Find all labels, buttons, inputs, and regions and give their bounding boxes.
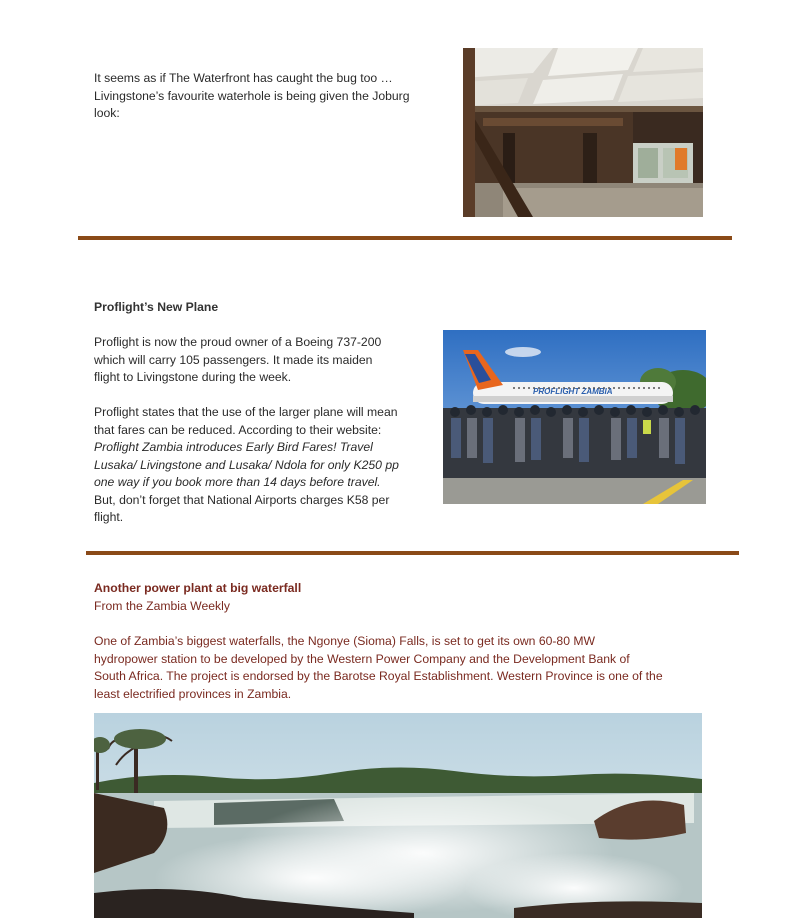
waterfront-text bbox=[94, 70, 444, 123]
proflight-p1-line-1: Proflight is now the proud owner of a Boeing 737-200 bbox=[94, 335, 382, 349]
proflight-plane-photo bbox=[443, 330, 706, 504]
plane-photo-drawing bbox=[443, 330, 706, 504]
proflight-p2-line-7: flight. bbox=[94, 510, 124, 524]
power-line-4: least electrified provinces in Zambia. bbox=[94, 686, 292, 701]
power-line-1: One of Zambia’s biggest waterfalls, the Ngonye (Sioma) Falls, is set to get its own 60-80 MW bbox=[94, 634, 596, 648]
waterfront-interior-photo bbox=[463, 48, 703, 217]
waterfront-line-2: Livingstone’s favourite waterhole is being given the Joburg bbox=[94, 88, 410, 103]
power-line-2: hydropower station to be developed by the Western Power Company and the Development Bank of bbox=[94, 651, 630, 666]
power-paragraph bbox=[94, 633, 714, 703]
waterfront-line-3: look: bbox=[94, 106, 120, 120]
proflight-p2-line-1: Proflight states that the use of the larger plane will mean bbox=[94, 405, 398, 419]
power-line-3: South Africa. The project is endorsed by the Barotse Royal Establishment. Western Province is one of the bbox=[94, 669, 663, 683]
proflight-p1-line-3: flight to Livingstone during the week. bbox=[94, 370, 292, 384]
proflight-paragraph-1 bbox=[94, 334, 434, 387]
waterfall-photo bbox=[94, 713, 702, 918]
proflight-p2-line-3: Proflight Zambia introduces Early Bird Fares! Travel bbox=[94, 440, 373, 454]
divider-2 bbox=[86, 551, 739, 555]
proflight-paragraph-2 bbox=[94, 404, 439, 527]
waterfall-photo-drawing bbox=[94, 713, 702, 918]
proflight-heading: Proflight’s New Plane bbox=[94, 300, 219, 314]
plane-livery-text: PROFLIGHT ZAMBIA bbox=[533, 387, 613, 396]
power-source: From the Zambia Weekly bbox=[94, 599, 230, 613]
proflight-p2-line-2: that fares can be reduced. According to their website: bbox=[94, 422, 382, 437]
waterfront-photo-drawing bbox=[463, 48, 703, 217]
proflight-p1-line-2: which will carry 105 passengers. It made its maiden bbox=[94, 352, 373, 367]
proflight-p2-line-4: Lusaka/ Livingstone and Lusaka/ Ndola for only K250 pp bbox=[94, 457, 399, 472]
divider-1 bbox=[78, 236, 732, 240]
waterfront-line-1: It seems as if The Waterfront has caught the bug too … bbox=[94, 71, 393, 85]
proflight-p2-line-5: one way if you book more than 14 days before travel. bbox=[94, 475, 381, 489]
power-heading: Another power plant at big waterfall bbox=[94, 581, 302, 595]
proflight-p2-line-6: But, don’t forget that National Airports charges K58 per bbox=[94, 492, 390, 507]
